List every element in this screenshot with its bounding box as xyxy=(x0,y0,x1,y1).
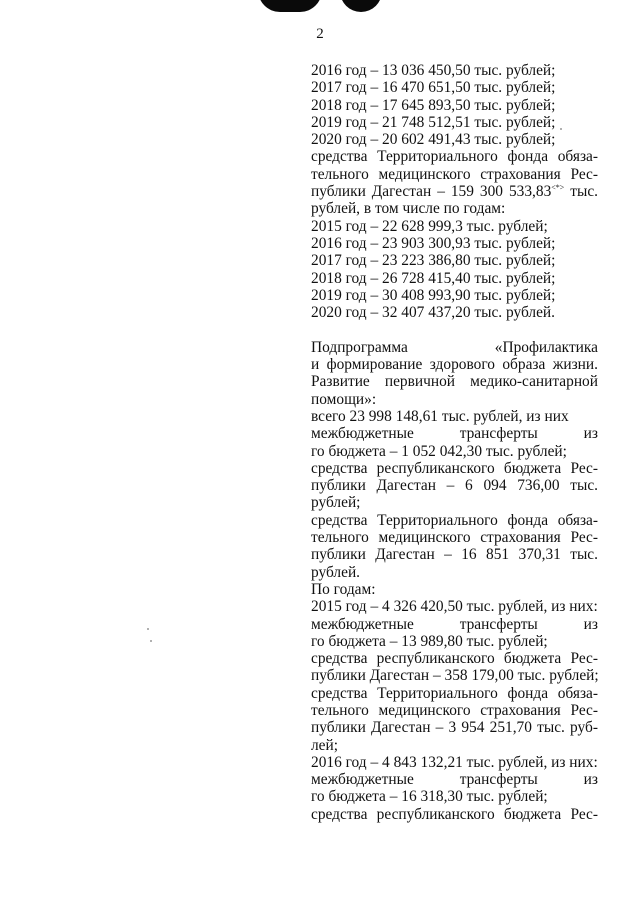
scan-speck xyxy=(150,640,152,642)
text-line-content: и формирование здорового образа жизни. xyxy=(311,356,598,374)
text-line xyxy=(311,148,598,165)
text-line xyxy=(311,200,598,217)
text-line-content: межбюджетные трансферты из xyxy=(311,771,598,789)
scan-artifact xyxy=(340,0,382,12)
text-line xyxy=(311,62,598,79)
text-line-content: тельного медицинского страхования Рес- xyxy=(311,165,598,183)
text-line-content: рублей. xyxy=(311,563,361,581)
text-line xyxy=(311,425,598,442)
text-line xyxy=(311,218,598,235)
text-line xyxy=(311,494,598,511)
text-line-content: 2018 год – 17 645 893,50 тыс. рублей; xyxy=(311,96,556,114)
text-line-content: 2016 год – 4 843 132,21 тыс. рублей, из них: xyxy=(311,753,598,771)
text-line xyxy=(311,546,598,563)
text-line xyxy=(311,443,598,460)
paragraph-gap xyxy=(311,321,598,338)
text-line xyxy=(311,788,598,805)
text-line-content: средства Территориального фонда обяза- xyxy=(311,148,598,166)
text-line-content: 2020 год – 20 602 491,43 тыс. рублей; xyxy=(311,131,556,149)
text-line xyxy=(311,339,598,356)
text-line-content: го бюджета – 16 318,30 тыс. рублей; xyxy=(311,788,548,806)
text-line-content: Развитие первичной медико-санитарной xyxy=(311,373,598,391)
text-line xyxy=(311,79,598,96)
text-line xyxy=(311,564,598,581)
text-line xyxy=(311,633,598,650)
text-line-content: 2017 год – 16 470 651,50 тыс. рублей; xyxy=(311,79,556,97)
text-line xyxy=(311,270,598,287)
text-line-content: публики Дагестан – 16 851 370,31 тыс. xyxy=(311,546,598,564)
text-line-content: 2015 год – 22 628 999,3 тыс. рублей; xyxy=(311,217,548,235)
text-line xyxy=(311,166,598,183)
text-line xyxy=(311,702,598,719)
text-line xyxy=(311,616,598,633)
text-line-content: лей; xyxy=(311,736,339,754)
page-number: 2 xyxy=(316,26,324,42)
text-line xyxy=(311,252,598,269)
text-line-content: рублей, в том числе по годам: xyxy=(311,200,506,218)
text-line-content: публики Дагестан – 358 179,00 тыс. рублей; xyxy=(311,667,599,685)
text-line xyxy=(311,650,598,667)
text-line-content: публики Дагестан – 159 300 533,83 xyxy=(311,183,552,201)
text-line-content: средства республиканского бюджета Рес- xyxy=(311,805,598,823)
text-line-content: 2019 год – 30 408 993,90 тыс. рублей; xyxy=(311,286,556,304)
text-line xyxy=(311,287,598,304)
text-line xyxy=(311,719,598,736)
text-line-content: По годам: xyxy=(311,580,376,598)
text-line xyxy=(311,97,598,114)
text-line-content: межбюджетные трансферты из xyxy=(311,615,598,633)
text-line-content: тельного медицинского страхования Рес- xyxy=(311,529,598,547)
text-line-content: публики Дагестан – 3 954 251,70 тыс. руб- xyxy=(311,719,598,737)
text-line-content: средства Территориального фонда обяза- xyxy=(311,511,598,529)
text-line-content: 2018 год – 26 728 415,40 тыс. рублей; xyxy=(311,269,556,287)
text-line-content: средства республиканского бюджета Рес- xyxy=(311,459,598,477)
scan-artifact xyxy=(258,0,322,12)
text-line xyxy=(311,477,598,494)
text-line xyxy=(311,754,598,771)
text-line xyxy=(311,235,598,252)
text-line-tail: тыс. xyxy=(564,183,598,201)
text-line-content: публики Дагестан – 6 094 736,00 тыс. xyxy=(311,477,598,495)
text-line-content: средства Территориального фонда обяза- xyxy=(311,684,598,702)
text-line xyxy=(311,806,598,823)
text-line xyxy=(311,512,598,529)
footnote-marker: <*> xyxy=(551,183,565,193)
text-line-content: 2016 год – 13 036 450,50 тыс. рублей; xyxy=(311,62,556,79)
text-line xyxy=(311,373,598,390)
text-line-content: 2016 год – 23 903 300,93 тыс. рублей; xyxy=(311,234,556,252)
text-line-content: Подпрограмма «Профилактика xyxy=(311,338,598,356)
text-line-content: 2020 год – 32 407 437,20 тыс. рублей. xyxy=(311,304,555,322)
text-line-content: тельного медицинского страхования Рес- xyxy=(311,701,598,719)
text-line xyxy=(311,114,598,131)
text-line xyxy=(311,183,598,200)
text-line xyxy=(311,391,598,408)
text-line xyxy=(311,598,598,615)
text-line-content: всего 23 998 148,61 тыс. рублей, из них xyxy=(311,407,569,425)
scan-speck xyxy=(147,628,149,630)
text-line-content: помощи»: xyxy=(311,390,377,408)
document-text-column xyxy=(311,62,598,823)
text-line-content: межбюджетные трансферты из xyxy=(311,425,598,443)
text-line-content: го бюджета – 13 989,80 тыс. рублей; xyxy=(311,632,548,650)
text-line xyxy=(311,529,598,546)
text-line xyxy=(311,408,598,425)
text-line xyxy=(311,131,598,148)
text-line xyxy=(311,356,598,373)
text-line-content: 2019 год – 21 748 512,51 тыс. рублей; xyxy=(311,113,556,131)
text-line-content: го бюджета – 1 052 042,30 тыс. рублей; xyxy=(311,442,567,460)
text-line xyxy=(311,460,598,477)
text-line xyxy=(311,771,598,788)
text-line-content: 2017 год – 23 223 386,80 тыс. рублей; xyxy=(311,252,556,270)
text-line-content: 2015 год – 4 326 420,50 тыс. рублей, из них: xyxy=(311,598,598,616)
text-line xyxy=(311,737,598,754)
text-line xyxy=(311,304,598,321)
text-line-content: средства республиканского бюджета Рес- xyxy=(311,650,598,668)
text-line-content: рублей; xyxy=(311,494,361,512)
text-line xyxy=(311,581,598,598)
text-line xyxy=(311,667,598,684)
text-line xyxy=(311,685,598,702)
